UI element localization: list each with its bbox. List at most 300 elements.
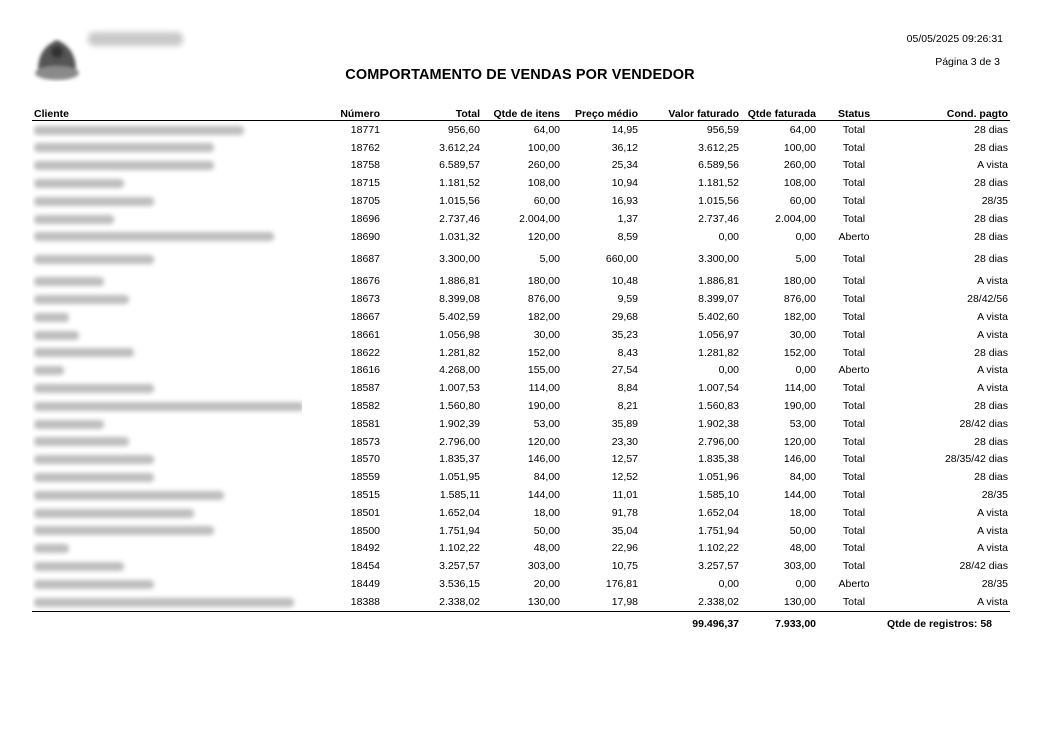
row-valor-faturado: 1.056,97 — [698, 328, 739, 341]
row-qtde-itens: 120,00 — [527, 435, 560, 448]
table-row — [32, 540, 1010, 558]
redacted-client-name — [34, 544, 69, 553]
row-qtde-faturada: 84,00 — [789, 471, 816, 484]
row-status: Aberto — [838, 230, 870, 243]
row-numero: 18673 — [350, 293, 380, 306]
row-qtde-itens: 30,00 — [533, 328, 560, 341]
total-qtde-faturada: 7.933,00 — [775, 617, 816, 630]
row-numero: 18705 — [350, 195, 380, 208]
row-preco-medio: 8,21 — [617, 400, 638, 413]
total-valor-faturado: 99.496,37 — [692, 617, 739, 630]
table-row — [32, 273, 1010, 291]
table-row — [32, 308, 1010, 326]
row-status: Total — [842, 275, 866, 288]
row-status: Total — [842, 177, 866, 190]
row-preco-medio: 11,01 — [612, 489, 638, 502]
row-numero: 18500 — [350, 524, 380, 537]
row-qtde-faturada: 180,00 — [783, 275, 816, 288]
table-row — [32, 433, 1010, 451]
row-qtde-faturada: 2.004,00 — [775, 212, 816, 225]
row-qtde-itens: 144,00 — [527, 489, 560, 502]
table-row — [32, 210, 1010, 228]
table-row — [32, 504, 1010, 522]
row-cliente-redacted — [32, 522, 302, 540]
row-preco-medio: 176,81 — [605, 578, 638, 591]
row-numero: 18581 — [350, 417, 380, 430]
row-qtde-itens: 64,00 — [533, 123, 560, 136]
row-valor-faturado: 1.835,38 — [698, 453, 739, 466]
table-row — [32, 174, 1010, 192]
table-row — [32, 290, 1010, 308]
row-preco-medio: 12,52 — [611, 471, 638, 484]
row-total: 2.796,00 — [439, 435, 480, 448]
row-cliente-redacted — [32, 157, 302, 175]
row-cond-pagto: 28/35 — [981, 489, 1008, 502]
row-numero: 18501 — [350, 506, 380, 519]
row-cond-pagto: 28 dias — [974, 230, 1008, 243]
row-status: Total — [842, 212, 866, 225]
row-valor-faturado: 8.399,07 — [698, 293, 739, 306]
row-preco-medio: 8,43 — [617, 346, 638, 359]
row-cond-pagto: 28 dias — [974, 212, 1008, 225]
row-preco-medio: 29,68 — [611, 311, 638, 324]
col-qtde-itens: Qtde de itens — [482, 105, 562, 121]
row-valor-faturado: 0,00 — [718, 230, 739, 243]
row-valor-faturado: 3.300,00 — [698, 253, 739, 266]
redacted-client-name — [34, 313, 69, 322]
redacted-client-name — [34, 473, 154, 482]
col-numero: Número — [302, 105, 382, 121]
row-total: 3.612,24 — [439, 141, 480, 154]
row-valor-faturado: 2.796,00 — [698, 435, 739, 448]
row-cliente-redacted — [32, 326, 302, 344]
redacted-client-name — [34, 179, 124, 188]
table-row — [32, 522, 1010, 540]
row-preco-medio: 35,89 — [611, 417, 638, 430]
row-preco-medio: 14,95 — [611, 123, 638, 136]
table-header-row — [32, 105, 1010, 121]
row-qtde-itens: 108,00 — [527, 177, 560, 190]
row-total: 1.281,82 — [439, 346, 480, 359]
row-cliente-redacted — [32, 228, 302, 246]
row-preco-medio: 23,30 — [611, 435, 638, 448]
table-row — [32, 228, 1010, 246]
row-preco-medio: 10,94 — [611, 177, 638, 190]
redacted-client-name — [34, 255, 154, 264]
row-valor-faturado: 1.585,10 — [698, 489, 739, 502]
redacted-client-name — [34, 331, 79, 340]
redacted-client-name — [34, 295, 129, 304]
row-qtde-faturada: 53,00 — [789, 417, 816, 430]
row-total: 2.737,46 — [439, 212, 480, 225]
row-valor-faturado: 0,00 — [718, 364, 739, 377]
redacted-client-name — [34, 437, 129, 446]
row-cond-pagto: A vista — [977, 542, 1008, 555]
redacted-client-name — [34, 420, 104, 429]
row-qtde-faturada: 30,00 — [789, 328, 816, 341]
row-cond-pagto: A vista — [977, 506, 1008, 519]
row-valor-faturado: 1.281,82 — [698, 346, 739, 359]
row-cond-pagto: A vista — [977, 382, 1008, 395]
redacted-client-name — [34, 455, 154, 464]
row-preco-medio: 1,37 — [617, 212, 638, 225]
row-qtde-itens: 20,00 — [533, 578, 560, 591]
row-status: Total — [842, 453, 866, 466]
row-cliente-redacted — [32, 379, 302, 397]
row-qtde-itens: 130,00 — [482, 593, 562, 611]
redacted-client-name — [34, 215, 114, 224]
row-numero: 18388 — [302, 593, 382, 611]
row-cond-pagto: 28/42 dias — [959, 417, 1008, 430]
redacted-client-name — [34, 143, 214, 152]
row-cliente-redacted — [32, 210, 302, 228]
row-qtde-itens: 260,00 — [527, 159, 560, 172]
row-cliente-redacted — [32, 575, 302, 593]
row-preco-medio: 10,75 — [611, 560, 638, 573]
row-preco-medio: 8,59 — [617, 230, 638, 243]
row-cliente-redacted — [32, 362, 302, 380]
row-valor-faturado: 1.751,94 — [698, 524, 739, 537]
registros-count: Qtde de registros: 58 — [886, 617, 992, 630]
row-qtde-faturada: 18,00 — [789, 506, 816, 519]
col-preco-medio: Preço médio — [562, 105, 640, 121]
col-valor-faturado: Valor faturado — [640, 105, 741, 121]
row-total: 3.300,00 — [439, 253, 480, 266]
redacted-client-name — [34, 526, 214, 535]
table-row — [32, 593, 1010, 611]
row-status: Total — [842, 123, 866, 136]
table-row — [32, 139, 1010, 157]
row-qtde-itens: 100,00 — [527, 141, 560, 154]
row-total: 2.338,02 — [382, 593, 482, 611]
row-qtde-faturada: 120,00 — [783, 435, 816, 448]
redacted-client-name — [34, 197, 154, 206]
row-valor-faturado: 956,59 — [706, 123, 739, 136]
row-qtde-itens: 152,00 — [527, 346, 560, 359]
row-status: Total — [842, 489, 866, 502]
redacted-client-name — [34, 402, 302, 411]
table-row — [32, 362, 1010, 380]
row-total: 1.886,81 — [439, 275, 480, 288]
row-qtde-itens: 146,00 — [527, 453, 560, 466]
row-numero: 18622 — [350, 346, 380, 359]
row-cond-pagto: 28 dias — [974, 123, 1008, 136]
row-numero: 18715 — [350, 177, 380, 190]
row-cliente-redacted — [32, 415, 302, 433]
row-qtde-faturada: 0,00 — [795, 364, 816, 377]
row-status: Aberto — [838, 364, 870, 377]
row-preco-medio: 36,12 — [611, 141, 638, 154]
row-preco-medio: 660,00 — [605, 253, 638, 266]
table-row — [32, 415, 1010, 433]
row-qtde-itens: 155,00 — [527, 364, 560, 377]
row-status: Total — [842, 311, 866, 324]
row-qtde-itens: 182,00 — [527, 311, 560, 324]
row-status: Total — [842, 382, 866, 395]
row-status: Total — [842, 195, 866, 208]
row-preco-medio: 35,23 — [611, 328, 638, 341]
row-valor-faturado: 3.612,25 — [698, 141, 739, 154]
row-cond-pagto: 28/35 — [981, 578, 1008, 591]
row-cond-pagto: 28 dias — [974, 471, 1008, 484]
row-cliente-redacted — [32, 192, 302, 210]
report-datetime: 05/05/2025 09:26:31 — [906, 33, 1003, 45]
row-qtde-faturada: 0,00 — [795, 230, 816, 243]
row-qtde-faturada: 146,00 — [783, 453, 816, 466]
row-qtde-faturada: 152,00 — [783, 346, 816, 359]
row-valor-faturado: 3.257,57 — [698, 560, 739, 573]
row-total: 1.181,52 — [439, 177, 480, 190]
row-valor-faturado: 1.007,54 — [698, 382, 739, 395]
row-cond-pagto: A vista — [977, 364, 1008, 377]
row-cliente-redacted — [32, 486, 302, 504]
redacted-client-name — [34, 384, 154, 393]
row-qtde-faturada: 100,00 — [783, 141, 816, 154]
row-cliente-redacted — [32, 397, 302, 415]
row-total: 3.257,57 — [439, 560, 480, 573]
row-numero: 18667 — [350, 311, 380, 324]
row-status: Total — [842, 253, 866, 266]
row-qtde-faturada: 108,00 — [783, 177, 816, 190]
row-cond-pagto: A vista — [890, 593, 1010, 611]
redacted-client-name — [34, 562, 124, 571]
row-qtde-itens: 53,00 — [533, 417, 560, 430]
row-total: 8.399,08 — [439, 293, 480, 306]
row-qtde-faturada: 114,00 — [784, 382, 816, 395]
table-row — [32, 157, 1010, 175]
table-row — [32, 121, 1010, 139]
row-status: Total — [842, 293, 866, 306]
row-cond-pagto: 28 dias — [974, 177, 1008, 190]
col-status: Status — [818, 105, 890, 121]
row-cond-pagto: A vista — [977, 524, 1008, 537]
table-row — [32, 344, 1010, 362]
row-valor-faturado: 6.589,56 — [698, 159, 739, 172]
row-valor-faturado: 2.338,02 — [640, 593, 741, 611]
row-cond-pagto: A vista — [977, 159, 1008, 172]
col-cond-pagto: Cond. pagto — [890, 105, 1010, 121]
row-qtde-itens: 876,00 — [527, 293, 560, 306]
row-qtde-itens: 190,00 — [527, 400, 560, 413]
col-total: Total — [382, 105, 482, 121]
row-qtde-itens: 5,00 — [539, 253, 560, 266]
table-row — [32, 379, 1010, 397]
row-cond-pagto: 28/42/56 — [967, 293, 1008, 306]
row-total: 1.652,04 — [439, 506, 480, 519]
row-cliente-redacted — [32, 246, 302, 273]
row-qtde-faturada: 303,00 — [783, 560, 816, 573]
table-row — [32, 451, 1010, 469]
row-cliente-redacted — [32, 273, 302, 291]
table-row — [32, 192, 1010, 210]
row-valor-faturado: 1.560,83 — [698, 400, 739, 413]
redacted-client-name — [34, 161, 214, 170]
row-cond-pagto: A vista — [977, 275, 1008, 288]
row-preco-medio: 10,48 — [611, 275, 638, 288]
row-status: Total — [842, 560, 866, 573]
table-row — [32, 575, 1010, 593]
row-valor-faturado: 1.102,22 — [698, 542, 739, 555]
row-numero: 18573 — [350, 435, 380, 448]
table-row — [32, 557, 1010, 575]
row-qtde-itens: 18,00 — [533, 506, 560, 519]
report-title: COMPORTAMENTO DE VENDAS POR VENDEDOR — [345, 67, 695, 83]
row-status: Total — [842, 435, 866, 448]
row-cond-pagto: A vista — [977, 311, 1008, 324]
row-valor-faturado: 2.737,46 — [698, 212, 739, 225]
row-qtde-faturada: 130,00 — [741, 593, 818, 611]
redacted-client-name — [34, 277, 104, 286]
row-qtde-faturada: 64,00 — [789, 123, 816, 136]
row-preco-medio: 25,34 — [611, 159, 638, 172]
row-valor-faturado: 1.652,04 — [698, 506, 739, 519]
row-preco-medio: 27,54 — [611, 364, 638, 377]
row-preco-medio: 17,98 — [562, 593, 640, 611]
row-qtde-itens: 84,00 — [533, 471, 560, 484]
row-numero: 18515 — [350, 489, 380, 502]
row-preco-medio: 12,57 — [611, 453, 638, 466]
row-qtde-faturada: 876,00 — [783, 293, 816, 306]
row-status: Total — [842, 417, 866, 430]
row-total: 1.902,39 — [439, 417, 480, 430]
row-numero: 18762 — [350, 141, 380, 154]
row-numero: 18559 — [350, 471, 380, 484]
row-cond-pagto: 28 dias — [974, 435, 1008, 448]
row-valor-faturado: 1.886,81 — [698, 275, 739, 288]
row-status: Total — [842, 471, 866, 484]
row-total: 1.560,80 — [439, 400, 480, 413]
row-cond-pagto: 28 dias — [974, 141, 1008, 154]
row-status: Total — [842, 159, 866, 172]
redacted-client-name — [34, 232, 274, 241]
page-number: Página 3 de 3 — [935, 56, 1000, 68]
col-qtde-faturada: Qtde faturada — [741, 105, 818, 121]
row-total: 1.015,56 — [439, 195, 480, 208]
company-name-redacted — [88, 32, 183, 46]
row-cond-pagto: 28/42 dias — [959, 560, 1008, 573]
row-total: 3.536,15 — [439, 578, 480, 591]
row-total: 1.751,94 — [439, 524, 480, 537]
row-numero: 18758 — [350, 159, 380, 172]
row-cliente-redacted — [32, 468, 302, 486]
row-total: 1.585,11 — [439, 489, 480, 502]
row-preco-medio: 22,96 — [611, 542, 638, 555]
redacted-client-name — [34, 491, 224, 500]
table-row — [32, 246, 1010, 273]
row-total: 1.051,95 — [439, 471, 480, 484]
row-cliente-redacted — [32, 451, 302, 469]
row-qtde-itens: 303,00 — [527, 560, 560, 573]
row-status: Total — [842, 524, 866, 537]
table-row — [32, 397, 1010, 415]
row-total: 6.589,57 — [439, 159, 480, 172]
row-qtde-faturada: 182,00 — [783, 311, 816, 324]
row-cliente-redacted — [32, 139, 302, 157]
row-valor-faturado: 1.902,38 — [698, 417, 739, 430]
row-preco-medio: 91,78 — [611, 506, 638, 519]
table-row — [32, 486, 1010, 504]
redacted-client-name — [34, 580, 154, 589]
col-cliente: Cliente — [32, 105, 302, 121]
row-numero: 18661 — [350, 328, 380, 341]
row-cliente-redacted — [32, 290, 302, 308]
redacted-client-name — [34, 598, 294, 607]
row-status: Total — [818, 593, 890, 611]
row-cliente-redacted — [32, 344, 302, 362]
row-total: 1.102,22 — [439, 542, 480, 555]
row-cliente-redacted — [32, 121, 302, 139]
row-qtde-faturada: 144,00 — [783, 489, 816, 502]
row-valor-faturado: 0,00 — [718, 578, 739, 591]
row-qtde-faturada: 48,00 — [789, 542, 816, 555]
row-status: Total — [842, 400, 866, 413]
row-numero: 18454 — [350, 560, 380, 573]
row-valor-faturado: 1.051,96 — [698, 471, 739, 484]
totals-row — [32, 611, 1010, 636]
row-status: Total — [842, 506, 866, 519]
row-status: Total — [842, 346, 866, 359]
row-preco-medio: 35,04 — [611, 524, 638, 537]
redacted-client-name — [34, 348, 134, 357]
row-cliente-redacted — [32, 308, 302, 326]
row-numero: 18582 — [350, 400, 380, 413]
row-cliente-redacted — [32, 174, 302, 192]
row-valor-faturado: 1.015,56 — [698, 195, 739, 208]
row-cliente-redacted — [32, 593, 302, 611]
row-cond-pagto: 28/35/42 dias — [944, 453, 1008, 466]
row-numero: 18696 — [350, 212, 380, 225]
redacted-client-name — [34, 509, 194, 518]
row-cliente-redacted — [32, 433, 302, 451]
table-row — [32, 468, 1010, 486]
row-qtde-faturada: 50,00 — [789, 524, 816, 537]
row-qtde-itens: 2.004,00 — [519, 212, 560, 225]
row-status: Total — [842, 542, 866, 555]
row-qtde-itens: 48,00 — [533, 542, 560, 555]
row-numero: 18690 — [350, 230, 380, 243]
row-total: 1.056,98 — [439, 328, 480, 341]
row-qtde-faturada: 0,00 — [795, 578, 816, 591]
row-qtde-itens: 180,00 — [527, 275, 560, 288]
row-qtde-itens: 120,00 — [527, 230, 560, 243]
row-total: 1.835,37 — [439, 453, 480, 466]
row-numero: 18570 — [350, 453, 380, 466]
row-cond-pagto: 28/35 — [981, 195, 1008, 208]
row-numero: 18492 — [350, 542, 380, 555]
row-status: Total — [842, 141, 866, 154]
row-qtde-faturada: 260,00 — [783, 159, 816, 172]
row-qtde-faturada: 190,00 — [783, 400, 816, 413]
row-total: 5.402,59 — [439, 311, 480, 324]
table-row — [32, 326, 1010, 344]
row-cliente-redacted — [32, 504, 302, 522]
row-qtde-itens: 114,00 — [528, 382, 560, 395]
row-numero: 18616 — [350, 364, 380, 377]
row-qtde-itens: 50,00 — [533, 524, 560, 537]
row-qtde-itens: 60,00 — [533, 195, 560, 208]
row-valor-faturado: 5.402,60 — [698, 311, 739, 324]
row-preco-medio: 8,84 — [617, 382, 638, 395]
row-cliente-redacted — [32, 540, 302, 558]
row-numero: 18676 — [350, 275, 380, 288]
row-total: 4.268,00 — [439, 364, 480, 377]
row-valor-faturado: 1.181,52 — [698, 177, 739, 190]
row-cliente-redacted — [32, 557, 302, 575]
row-status: Total — [842, 328, 866, 341]
row-total: 1.007,53 — [439, 382, 480, 395]
row-preco-medio: 9,59 — [617, 293, 638, 306]
row-numero: 18687 — [350, 253, 380, 266]
